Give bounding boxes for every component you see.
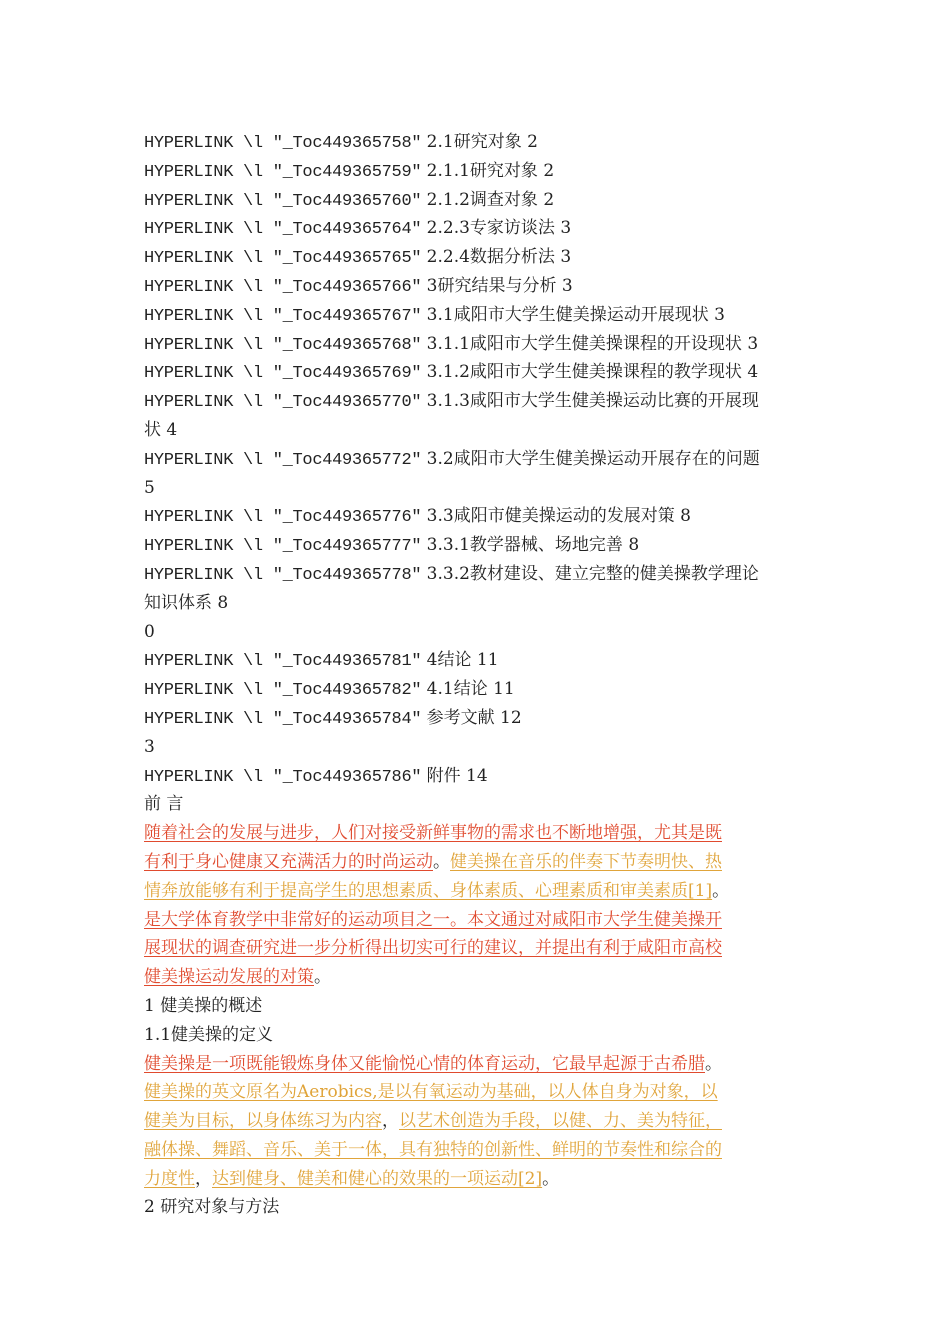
hyperlink-field-code: HYPERLINK \l "_Toc449365784" (144, 709, 422, 729)
toc-entry-text: 2.2.4数据分析法 3 (426, 247, 572, 268)
punct: 。 (314, 967, 331, 988)
toc-entry[interactable] (144, 646, 804, 675)
toc-entry[interactable] (144, 358, 804, 387)
toc-entry-text: 3.3.1教学器械、场地完善 8 (426, 535, 640, 556)
stray-text: 0 (144, 621, 155, 642)
toc-entry-text: 附件 14 (426, 765, 488, 786)
toc-entry[interactable] (144, 762, 804, 791)
toc-entry-continuation: 状 4 (144, 419, 178, 440)
toc-entry[interactable] (144, 704, 804, 733)
toc-entry-text: 3.3.2教材建设、建立完整的健美操教学理论 (426, 563, 759, 584)
preface-heading: 前 言 (144, 794, 184, 815)
toc-entry-text: 2.1.1研究对象 2 (426, 160, 555, 181)
toc-entry[interactable] (144, 301, 804, 330)
highlight-text: 有利于身心健康又充满活力的时尚运动 (144, 851, 433, 872)
highlight-text: 健美操在音乐的伴奏下节奏明快、热 (450, 851, 722, 872)
toc-entry-text: 3.1.2咸阳市大学生健美操课程的教学现状 4 (426, 362, 759, 383)
highlight-text: 情奔放能够有利于提高学生的思想素质、身体素质、心理素质和审美素质[1] (144, 880, 713, 901)
toc-entry[interactable] (144, 531, 804, 560)
hyperlink-field-code: HYPERLINK \l "_Toc449365781" (144, 652, 422, 672)
toc-entry-text: 参考文献 12 (426, 707, 522, 728)
hyperlink-field-code: HYPERLINK \l "_Toc449365770" (144, 393, 422, 413)
toc-entry[interactable] (144, 186, 804, 215)
stray-text: 3 (144, 736, 155, 757)
toc-entry-text: 2.1.2调查对象 2 (426, 189, 555, 210)
highlight-text: 力度性 (144, 1168, 195, 1189)
hyperlink-field-code: HYPERLINK \l "_Toc449365778" (144, 565, 422, 585)
punct: 。 (433, 851, 450, 872)
preface-paragraph (144, 819, 804, 992)
hyperlink-field-code: HYPERLINK \l "_Toc449365772" (144, 450, 422, 470)
hyperlink-field-code: HYPERLINK \l "_Toc449365759" (144, 162, 422, 182)
toc-entry[interactable] (144, 502, 804, 531)
punct: 。 (712, 880, 730, 901)
toc-entry[interactable] (144, 272, 804, 301)
hyperlink-field-code: HYPERLINK \l "_Toc449365766" (144, 277, 422, 297)
hyperlink-field-code: HYPERLINK \l "_Toc449365758" (144, 134, 422, 153)
highlight-text: 健美操运动发展的对策 (144, 967, 314, 988)
section-heading: 2 研究对象与方法 (144, 1197, 280, 1218)
subsection-heading: 1.1健美操的定义 (144, 1024, 274, 1045)
hyperlink-field-code: HYPERLINK \l "_Toc449365769" (144, 364, 422, 384)
toc-list-3 (144, 762, 804, 791)
hyperlink-field-code: HYPERLINK \l "_Toc449365760" (144, 191, 422, 211)
toc-list-2 (144, 646, 804, 732)
toc-entry[interactable] (144, 243, 804, 272)
hyperlink-field-code: HYPERLINK \l "_Toc449365768" (144, 335, 422, 355)
highlight-text: 随着社会的发展与进步，人们对接受新鲜事物的需求也不断地增强，尤其是既 (144, 823, 722, 844)
hyperlink-field-code: HYPERLINK \l "_Toc449365764" (144, 220, 422, 240)
toc-entry[interactable] (144, 387, 804, 416)
toc-entry[interactable] (144, 157, 804, 186)
definition-paragraph (144, 1050, 804, 1194)
highlight-text: 融体操、舞蹈、音乐、美于一体，具有独特的创新性、鲜明的节奏性和综合的 (144, 1139, 722, 1160)
toc-entry-text: 4结论 11 (426, 650, 499, 671)
toc-entry-text: 3研究结果与分析 3 (426, 275, 573, 296)
hyperlink-field-code: HYPERLINK \l "_Toc449365767" (144, 306, 422, 326)
punct: ， (382, 1111, 399, 1132)
toc-entry[interactable] (144, 560, 804, 589)
highlight-text: 以艺术创造为手段，以健、力、美为特征， (399, 1111, 722, 1132)
hyperlink-field-code: HYPERLINK \l "_Toc449365786" (144, 767, 422, 787)
punct: 。 (705, 1053, 722, 1074)
toc-entry-continuation: 5 (144, 477, 155, 498)
toc-entry[interactable] (144, 445, 804, 474)
hyperlink-field-code: HYPERLINK \l "_Toc449365777" (144, 537, 422, 557)
section-heading: 1 健美操的概述 (144, 995, 263, 1016)
toc-entry-text: 3.3咸阳市健美操运动的发展对策 8 (426, 506, 691, 527)
document-page (144, 128, 804, 1222)
toc-entry-text: 4.1结论 11 (426, 679, 515, 700)
highlight-text: 健美操是一项既能锻炼身体又能愉悦心情的体育运动，它最早起源于古希腊 (144, 1053, 705, 1074)
toc-entry-text: 3.1.1咸阳市大学生健美操课程的开设现状 3 (426, 333, 759, 354)
toc-entry[interactable] (144, 675, 804, 704)
punct: ， (195, 1168, 212, 1189)
hyperlink-field-code: HYPERLINK \l "_Toc449365776" (144, 508, 422, 528)
toc-entry[interactable] (144, 214, 804, 243)
toc-entry-text: 3.1咸阳市大学生健美操运动开展现状 3 (426, 304, 725, 325)
toc-list (144, 128, 804, 618)
toc-entry-text: 3.1.3咸阳市大学生健美操运动比赛的开展现 (426, 391, 759, 412)
toc-entry-text: 2.2.3专家访谈法 3 (426, 218, 572, 239)
toc-entry-text: 3.2咸阳市大学生健美操运动开展存在的问题 (426, 448, 760, 469)
highlight-text: 是大学体育教学中非常好的运动项目之一。本文通过对咸阳市大学生健美操开 (144, 909, 722, 930)
hyperlink-field-code: HYPERLINK \l "_Toc449365765" (144, 249, 422, 269)
toc-entry-continuation: 知识体系 8 (144, 592, 229, 613)
highlight-text: 达到健身、健美和健心的效果的一项运动[2] (212, 1168, 543, 1189)
hyperlink-field-code: HYPERLINK \l "_Toc449365782" (144, 681, 422, 701)
toc-entry-text: 2.1研究对象 2 (426, 132, 538, 152)
highlight-text: 健美为目标，以身体练习为内容 (144, 1111, 382, 1132)
punct: 。 (542, 1168, 560, 1189)
highlight-text: 健美操的英文原名为Aerobics,是以有氧运动为基础，以人体自身为对象，以 (144, 1082, 718, 1103)
toc-entry[interactable] (144, 128, 804, 157)
toc-entry[interactable] (144, 330, 804, 359)
highlight-text: 展现状的调查研究进一步分析得出切实可行的建议，并提出有利于咸阳市高校 (144, 938, 722, 959)
